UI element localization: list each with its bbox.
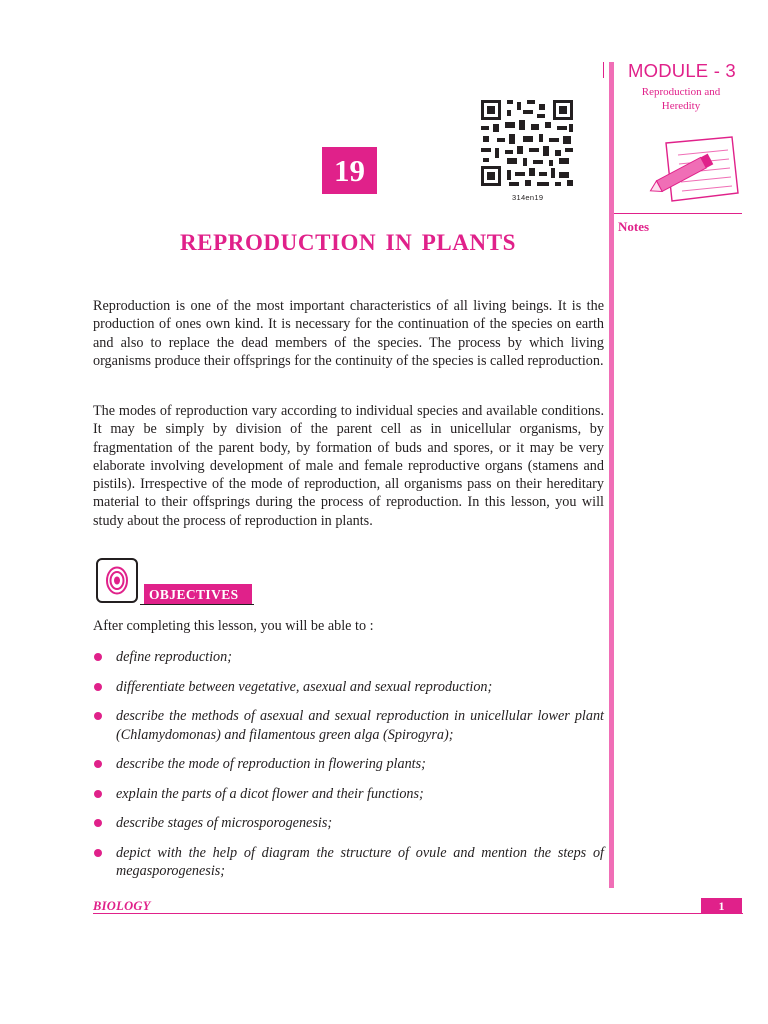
list-item [93,814,604,832]
list-item [93,707,604,744]
bullet-icon [94,849,102,857]
objectives-heading: OBJECTIVES [144,584,252,605]
objectives-intro: After completing this lesson, you will be able to : [93,618,374,634]
objective-text: describe the methods of asexual and sexual reproduction in unicellular lower plant (Chlamydomonas) and filamentous green alga (Spirogyra); [116,708,604,743]
bullet-icon [94,760,102,768]
bullet-icon [94,819,102,827]
margin-rule-thin [603,62,604,78]
module-title: MODULE - 3 [628,60,736,81]
objective-text: describe stages of microsporogenesis; [116,815,333,832]
bullet-icon [94,653,102,661]
qr-caption: 314en19 [512,193,544,202]
footer-rule [93,913,743,914]
list-item [93,648,604,666]
margin-rule [609,62,614,888]
notes-label: Notes [618,219,650,234]
bullet-icon [94,712,102,720]
chapter-number: 19 [322,147,377,194]
module-subtitle-line2: Heredity [661,100,701,112]
bullet-icon [94,790,102,798]
list-item [93,844,604,881]
qr-code [479,98,575,188]
list-item [93,678,604,696]
list-item [93,785,604,803]
objective-text: define reproduction; [116,649,232,665]
objectives-rule [140,604,254,605]
intro-paragraph-2: The modes of reproduction vary according to individual species and available conditions. It may be simply by division of the parent cell as in unicellular organisms, by fragmentation of the parent body, by formation of buds and spores, or it may be very elaborate involving development of male and female reproductive organs (stamens and pistils). Irrespective of the mode of reproduction, all organisms pass on their hereditary material to their offsprings during the process of reproduction. In this lesson, you will study about the process of reproduction in plants. [93,403,604,529]
objective-text: differentiate between vegetative, asexual and sexual reproduction; [116,678,493,695]
chapter-title: REPRODUCTION IN PLANTS [179,230,517,255]
notes-rule [614,213,742,214]
page-number: 1 [701,898,742,914]
objective-text: explain the parts of a dicot flower and their functions; [116,785,424,802]
bullet-icon [94,683,102,691]
module-subtitle [622,85,740,113]
target-icon [96,558,138,603]
objective-text: describe the mode of reproduction in flowering plants; [116,756,426,773]
footer-subject: BIOLOGY [93,899,151,913]
module-subtitle-line1: Reproduction and [641,86,721,98]
objective-text: depict with the help of diagram the structure of ovule and mention the steps of megasporogenesis; [116,844,604,880]
intro-paragraph-1: Reproduction is one of the most important characteristics of all living beings. It is the production of ones own kind. It is necessary for the continuation of the species on earth and also to replace the dead members of the species. The process by which living organisms produce their offsprings for the continuity of the species is called reproduction. [93,298,604,369]
objectives-list [93,648,604,892]
list-item [93,755,604,773]
notepad-pencil-icon [644,135,740,205]
